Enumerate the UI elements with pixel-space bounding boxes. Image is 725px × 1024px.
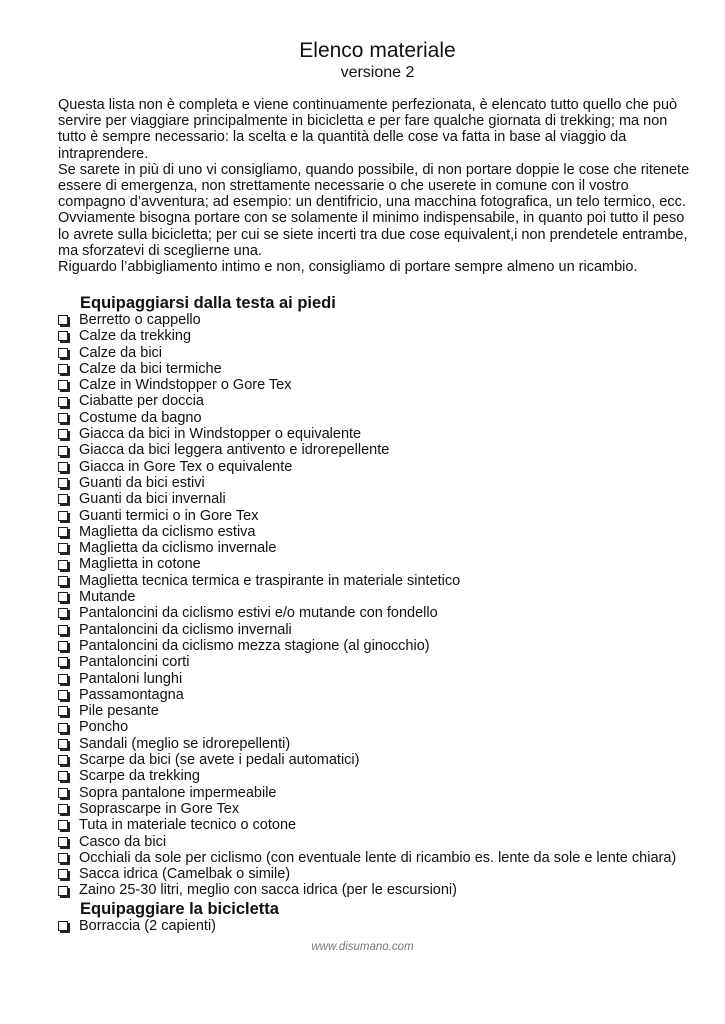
- checklist-item-label: Soprascarpe in Gore Tex: [79, 800, 240, 817]
- checklist-item-label: Giacca in Gore Tex o equivalente: [79, 458, 293, 475]
- checklist-item-label: Casco da bici: [79, 833, 167, 850]
- checklist-item-label: Costume da bagno: [79, 409, 202, 426]
- checkbox-icon[interactable]: [58, 837, 68, 847]
- checkbox-icon[interactable]: [58, 527, 68, 537]
- checklist-item: [57, 475, 717, 491]
- checklist-item: [57, 345, 717, 361]
- checklist-item-label: Pantaloncini da ciclismo mezza stagione (al ginocchio): [79, 637, 430, 654]
- checklist-item: [57, 752, 717, 768]
- checklist-item-label: Scarpe da bici (se avete i pedali automatici): [79, 752, 360, 769]
- page-subtitle: versione 2: [340, 64, 415, 81]
- checkbox-icon[interactable]: [58, 608, 68, 618]
- checkbox-icon[interactable]: [58, 706, 68, 716]
- checklist-item-label: Mutande: [79, 589, 136, 606]
- section-head-to-toe: [57, 294, 717, 899]
- section-title: Equipaggiarsi dalla testa ai piedi: [80, 294, 336, 312]
- intro-paragraph: Ovviamente bisogna portare con se solamente il minimo indispensabile, in quanto poi tutto il peso lo avrete sulla bicicletta; per cui se siete incerti tra due cose equivalent,i non prendetele entrambe, ma sforzatevi di sceglierne una.: [58, 210, 688, 259]
- checkbox-icon[interactable]: [58, 478, 68, 488]
- footer-url: www.disumano.com: [311, 941, 414, 953]
- checklist-item: [57, 508, 717, 524]
- intro-paragraph: Riguardo l’abbigliamento intimo e non, consigliamo di portare sempre almeno un ricambio.: [58, 259, 638, 276]
- checklist-item-label: Guanti da bici invernali: [79, 491, 226, 508]
- checklist-item: [57, 654, 717, 670]
- intro-text: [58, 97, 698, 275]
- intro-paragraph: Se sarete in più di uno vi consigliamo, quando possibile, di non portare doppie le cose che ritenete essere di emergenza, non strettamente necessarie o che userete in comune con il vostro compagno d’avventura; ad esempio: un dentifricio, una macchina fotografica, un telo termico, ecc.: [58, 161, 690, 211]
- checkbox-icon[interactable]: [58, 511, 68, 521]
- checklist-item-label: Borraccia (2 capienti): [79, 918, 216, 934]
- intro-paragraph: Questa lista non è completa e viene continuamente perfezionata, è elencato tutto quello che può servire per viaggiare principalmente in bicicletta e per fare qualche giornata di trekking; ma non tutto è sempre necessario: la scelta e la quantità delle cose va fatta in base al viaggio da intraprendere.: [58, 97, 678, 162]
- checkbox-icon[interactable]: [58, 820, 68, 830]
- checkbox-icon[interactable]: [58, 331, 68, 341]
- checkbox-icon[interactable]: [58, 739, 68, 749]
- page-title: Elenco materiale: [299, 39, 456, 62]
- checklist-item-label: Poncho: [79, 719, 129, 736]
- checklist-item: [57, 801, 717, 817]
- checklist-item-label: Giacca da bici leggera antivento e idrorepellente: [79, 442, 390, 459]
- checkbox-icon[interactable]: [58, 560, 68, 570]
- checkbox-icon[interactable]: [58, 446, 68, 456]
- checklist-item-label: Pantaloni lunghi: [79, 670, 183, 687]
- checklist-item: [57, 785, 717, 801]
- checklist-item: [57, 622, 717, 638]
- checklist-item-label: Maglietta in cotone: [79, 556, 201, 573]
- checkbox-icon[interactable]: [58, 348, 68, 358]
- checklist-item: [57, 410, 717, 426]
- section-title: Equipaggiare la bicicletta: [80, 900, 279, 918]
- checklist-item: [57, 736, 717, 752]
- checklist-item: [57, 638, 717, 654]
- checklist-item: [57, 328, 717, 344]
- checklist-item-label: Sopra pantalone impermeabile: [79, 784, 277, 801]
- checkbox-icon[interactable]: [58, 755, 68, 765]
- checkbox-icon[interactable]: [58, 690, 68, 700]
- checklist-item: [57, 703, 717, 719]
- checkbox-icon[interactable]: [58, 462, 68, 472]
- checklist-item: [57, 524, 717, 540]
- checklist-item-label: Berretto o cappello: [79, 312, 201, 328]
- checklist-item: [57, 671, 717, 687]
- checkbox-icon[interactable]: [58, 886, 68, 896]
- checklist-item: [57, 442, 717, 458]
- checkbox-icon[interactable]: [58, 380, 68, 390]
- checklist-item-label: Zaino 25-30 litri, meglio con sacca idrica (per le escursioni): [79, 882, 457, 899]
- checkbox-icon[interactable]: [58, 853, 68, 863]
- checklist-item-label: Sacca idrica (Camelbak o simile): [79, 866, 291, 883]
- checklist-item: [57, 850, 717, 866]
- checklist-item-label: Occhiali da sole per ciclismo (con eventuale lente di ricambio es. lente da sole e lente chiara): [79, 849, 677, 866]
- checklist-item-label: Pile pesante: [79, 703, 159, 720]
- checklist-item-label: Tuta in materiale tecnico o cotone: [79, 817, 297, 834]
- checkbox-icon[interactable]: [58, 364, 68, 374]
- section-bicycle: [57, 900, 717, 934]
- checkbox-icon[interactable]: [58, 625, 68, 635]
- checklist-item: [57, 377, 717, 393]
- checklist-item: [57, 882, 717, 898]
- checkbox-icon[interactable]: [58, 869, 68, 879]
- checkbox-icon[interactable]: [58, 543, 68, 553]
- checklist-item: [57, 312, 717, 328]
- checklist-item-label: Guanti da bici estivi: [79, 474, 205, 491]
- checklist-item-label: Ciabatte per doccia: [79, 393, 204, 410]
- checklist-item: [57, 573, 717, 589]
- checkbox-icon[interactable]: [58, 494, 68, 504]
- checklist: [57, 918, 717, 934]
- checklist-item: [57, 556, 717, 572]
- checklist: [57, 312, 717, 899]
- checklist-item-label: Passamontagna: [79, 686, 184, 703]
- checklist-item: [57, 687, 717, 703]
- checklist-item: [57, 459, 717, 475]
- checkbox-icon[interactable]: [58, 921, 68, 931]
- checklist-item: [57, 719, 717, 735]
- checklist-item: [57, 817, 717, 833]
- checklist-item-label: Pantaloncini da ciclismo invernali: [79, 621, 292, 638]
- checkbox-icon[interactable]: [58, 413, 68, 423]
- checklist-item-label: Giacca da bici in Windstopper o equivalente: [79, 426, 362, 443]
- checklist-item: [57, 589, 717, 605]
- checklist-item: [57, 834, 717, 850]
- checklist-item-label: Sandali (meglio se idrorepellenti): [79, 735, 291, 752]
- checklist-item-label: Maglietta tecnica termica e traspirante in materiale sintetico: [79, 572, 461, 589]
- checkbox-icon[interactable]: [58, 788, 68, 798]
- checkbox-icon[interactable]: [58, 804, 68, 814]
- checklist-item-label: Calze da trekking: [79, 328, 192, 345]
- checkbox-icon[interactable]: [58, 641, 68, 651]
- checkbox-icon[interactable]: [58, 592, 68, 602]
- checklist-item: [57, 540, 717, 556]
- checklist-item-label: Maglietta da ciclismo invernale: [79, 540, 277, 557]
- checkbox-icon[interactable]: [58, 771, 68, 781]
- checkbox-icon[interactable]: [58, 674, 68, 684]
- checklist-item: [57, 918, 717, 934]
- checklist-item: [57, 605, 717, 621]
- checkbox-icon[interactable]: [58, 576, 68, 586]
- checklist-item-label: Calze in Windstopper o Gore Tex: [79, 377, 292, 394]
- checklist-item: [57, 491, 717, 507]
- checklist-item-label: Guanti termici o in Gore Tex: [79, 507, 259, 524]
- checklist-item: [57, 768, 717, 784]
- checklist-item-label: Scarpe da trekking: [79, 768, 200, 785]
- checklist-item: [57, 866, 717, 882]
- checklist-item: [57, 361, 717, 377]
- checklist-item-label: Calze da bici termiche: [79, 360, 222, 377]
- checklist-item: [57, 393, 717, 409]
- checkbox-icon[interactable]: [58, 723, 68, 733]
- checklist-item: [57, 426, 717, 442]
- checkbox-icon[interactable]: [58, 657, 68, 667]
- checklist-item-label: Pantaloncini corti: [79, 654, 190, 671]
- checkbox-icon[interactable]: [58, 315, 68, 325]
- checklist-item-label: Calze da bici: [79, 344, 163, 361]
- checklist-item-label: Pantaloncini da ciclismo estivi e/o mutande con fondello: [79, 605, 438, 622]
- checklist-item-label: Maglietta da ciclismo estiva: [79, 523, 256, 540]
- checkbox-icon[interactable]: [58, 429, 68, 439]
- checkbox-icon[interactable]: [58, 397, 68, 407]
